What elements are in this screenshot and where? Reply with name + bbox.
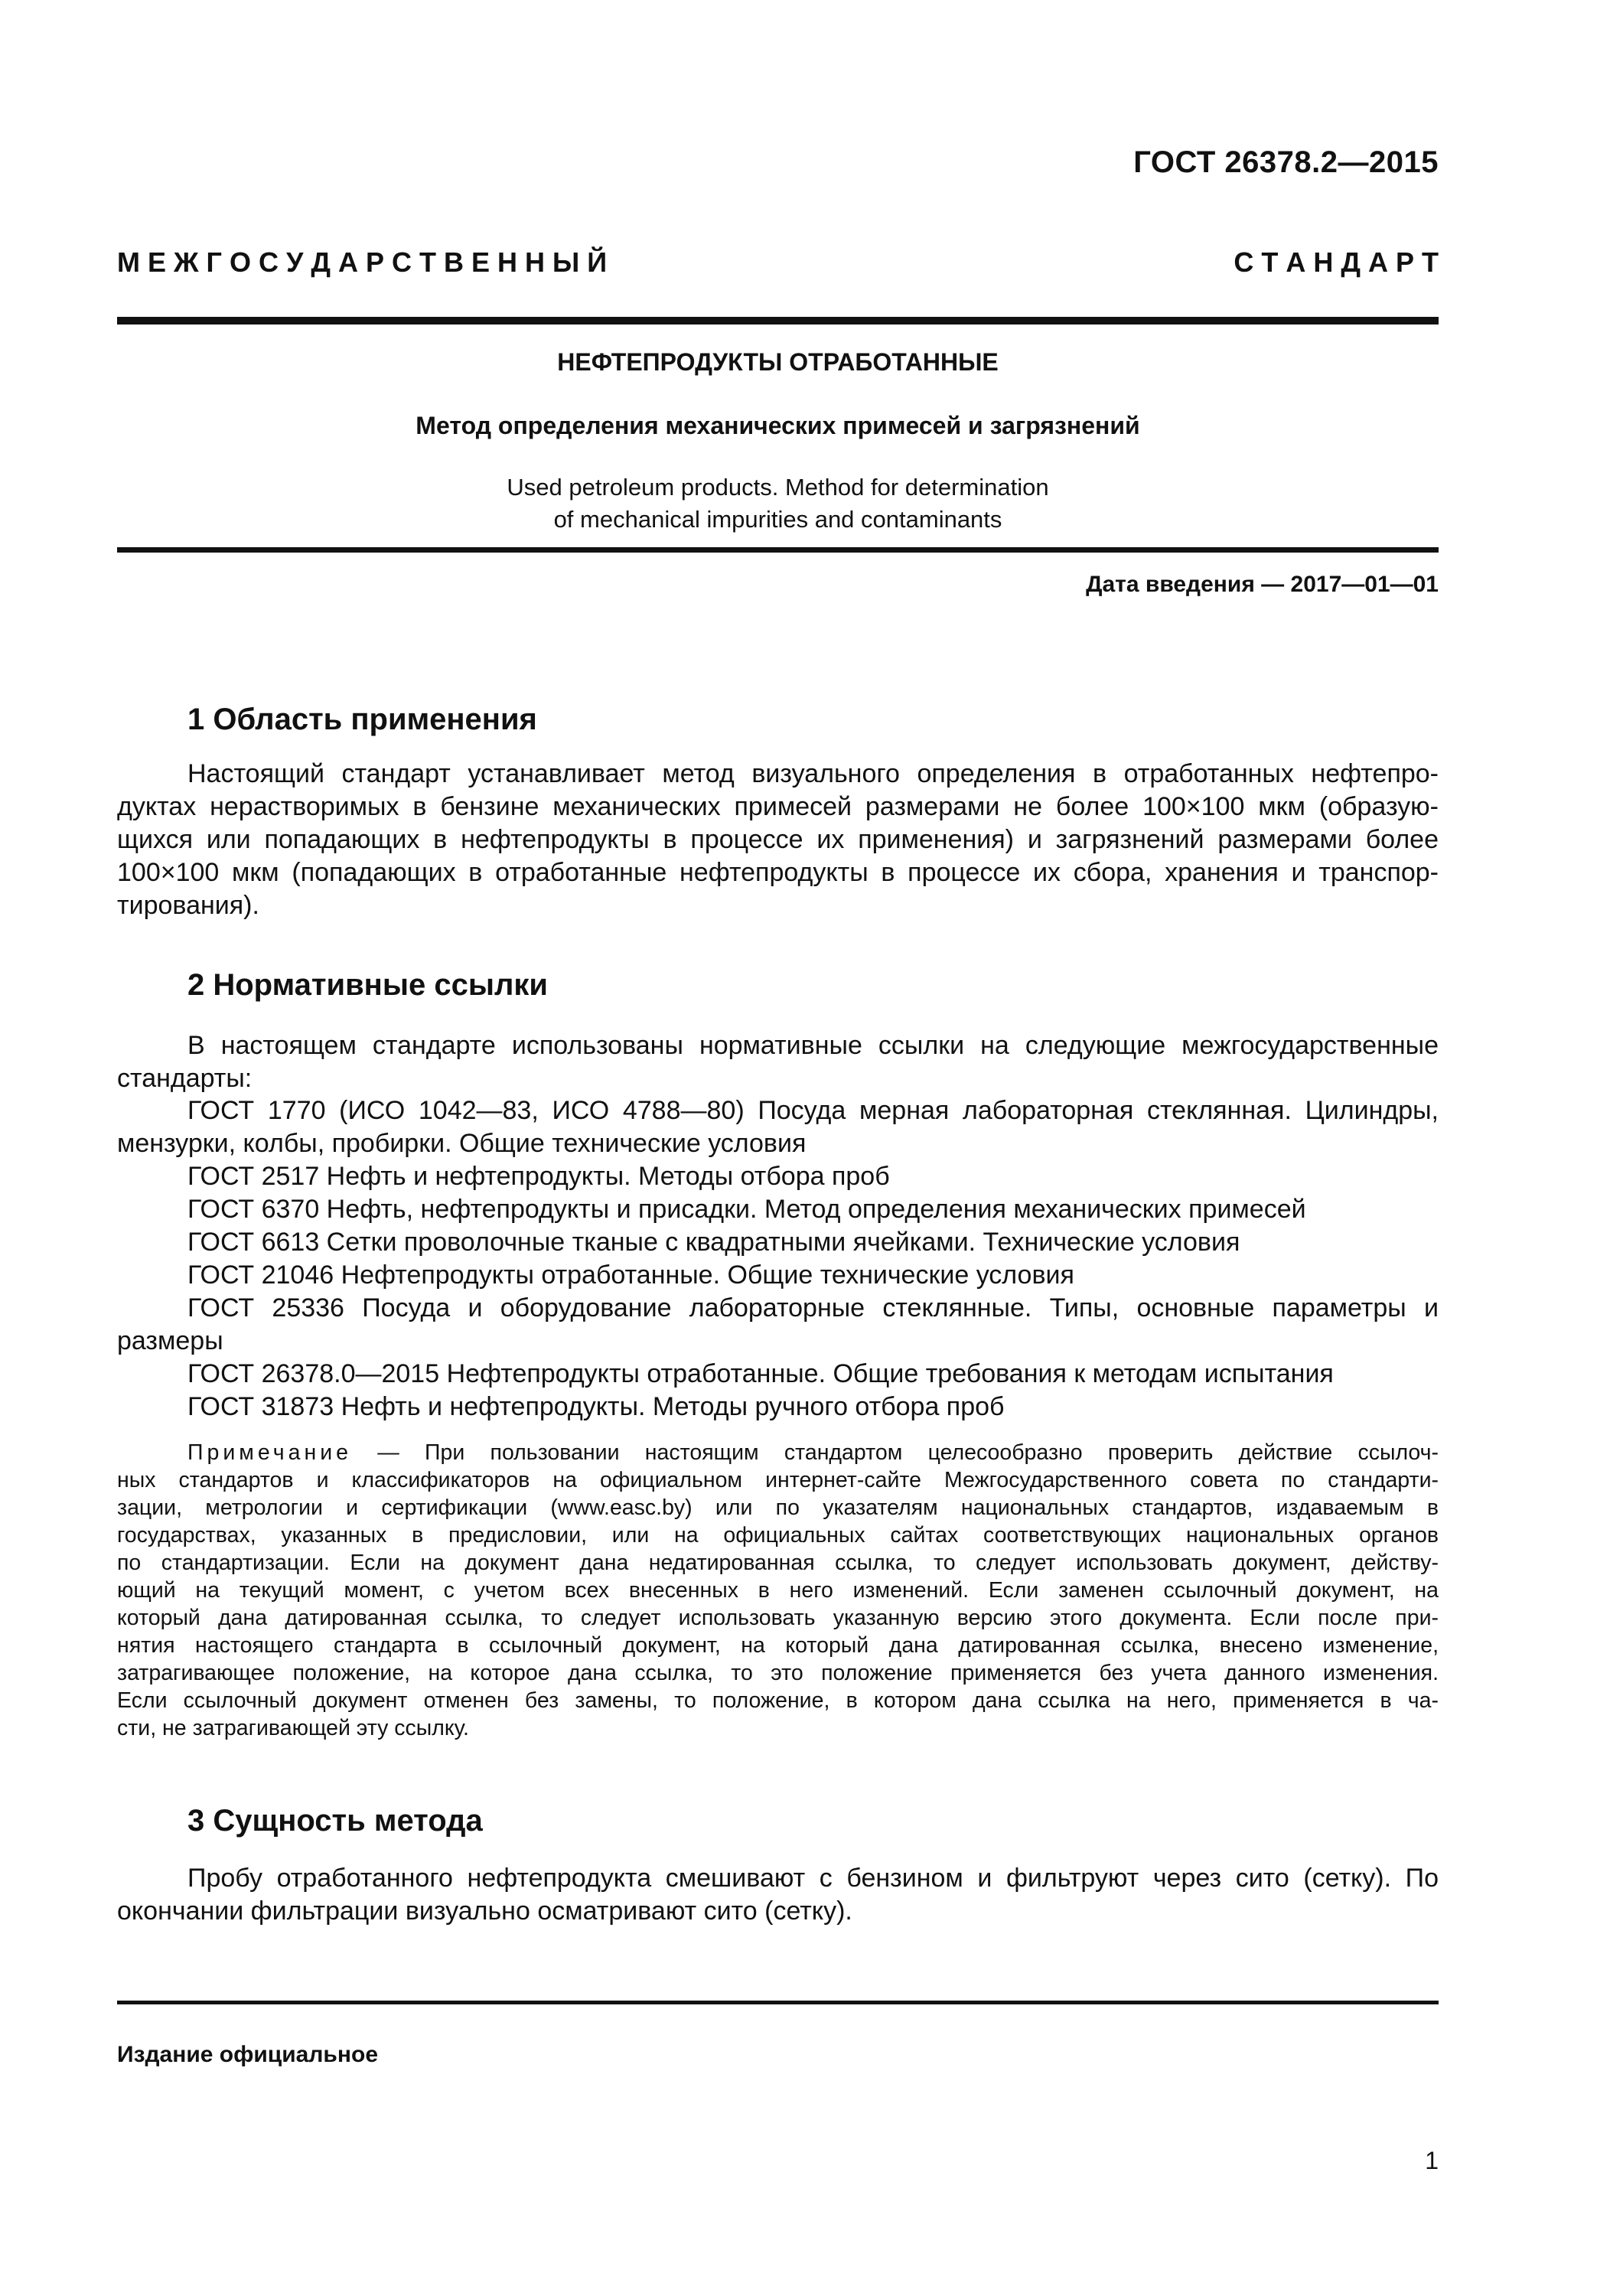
reference-item: ГОСТ 31873 Нефть и нефтепродукты. Методы ручного отбора проб — [187, 1392, 1005, 1421]
text-line: щихся или попадающих в нефтепродукты в процессе их применения) и загрязнений размерами более — [117, 825, 1439, 854]
text-line: окончании фильтрации визуально осматривают сито (сетку). — [117, 1896, 852, 1926]
reference-item-continuation: мензурки, колбы, пробирки. Общие технические условия — [117, 1129, 807, 1158]
section-1-heading: 1 Область применения — [187, 703, 537, 736]
standard-kind-heading — [117, 246, 1439, 279]
references-note — [117, 1439, 1439, 1742]
text-line: дуктах нерастворимых в бензине механических примесей размерами не более 100×100 мкм (образую- — [117, 792, 1439, 821]
document-subtitle: Метод определения механических примесей и загрязнений — [416, 412, 1140, 439]
note-line: сти, не затрагивающей эту ссылку. — [117, 1716, 469, 1740]
note-line: зации, метрологии и сертификации (www.easc.by) или по указателям национальных стандартов, издаваемым в — [117, 1495, 1439, 1520]
text-line: тирования). — [117, 891, 259, 920]
note-line: ных стандартов и классификаторов на официальном интернет-сайте Межгосударственного совета по стандарти- — [117, 1468, 1439, 1492]
introduction-date: Дата введения — 2017—01—01 — [1086, 572, 1439, 597]
english-title-line: Used petroleum products. Method for determination — [507, 474, 1049, 501]
section-3-paragraph — [117, 1862, 1439, 1928]
standard-kind-right: С Т А Н Д А Р Т — [1234, 246, 1439, 278]
note-line: ющий на текущий момент, с учетом всех внесенных в него изменений. Если заменен ссылочный документ, на — [117, 1578, 1439, 1603]
section-1-paragraph — [117, 758, 1439, 922]
section-2-paragraph — [117, 1029, 1439, 1095]
note-line: государствах, указанных в предисловии, или на официальных сайтах соответствующих национальных органов — [117, 1523, 1439, 1548]
note-first-line-text: — При пользовании настоящим стандартом целесообразно проверить действие ссылоч- — [351, 1440, 1439, 1465]
text-line: стандарты: — [117, 1064, 253, 1093]
reference-item: ГОСТ 21046 Нефтепродукты отработанные. Общие технические условия — [187, 1261, 1074, 1290]
gost-code: ГОСТ 26378.2—2015 — [1133, 145, 1439, 179]
section-2-heading: 2 Нормативные ссылки — [187, 968, 549, 1002]
normative-references-list — [117, 1094, 1439, 1424]
text-line: В настоящем стандарте использованы нормативные ссылки на следующие межгосударственные — [187, 1031, 1439, 1060]
text-line: Настоящий стандарт устанавливает метод визуального определения в отработанных нефтепро- — [187, 759, 1439, 788]
reference-item: ГОСТ 2517 Нефть и нефтепродукты. Методы отбора проб — [187, 1162, 890, 1191]
footer-rule — [117, 2001, 1439, 2004]
note-line: который дана датированная ссылка, то следует использовать указанную версию этого документа. Если после при- — [117, 1606, 1439, 1630]
reference-item-continuation: размеры — [117, 1326, 223, 1355]
reference-item: ГОСТ 25336 Посуда и оборудование лабораторные стеклянные. Типы, основные параметры и — [187, 1293, 1439, 1322]
reference-item: ГОСТ 6613 Сетки проволочные тканые с квадратными ячейками. Технические условия — [187, 1228, 1240, 1257]
reference-item: ГОСТ 1770 (ИСО 1042—83, ИСО 4788—80) Посуда мерная лабораторная стеклянная. Цилиндры, — [187, 1096, 1439, 1125]
document-title: НЕФТЕПРОДУКТЫ ОТРАБОТАННЫЕ — [557, 348, 999, 376]
note-label: Примечание — [187, 1440, 352, 1465]
title-bottom-rule — [117, 547, 1439, 553]
note-line: по стандартизации. Если на документ дана недатированная ссылка, то следует использовать документ, действу- — [117, 1551, 1439, 1575]
text-line: 100×100 мкм (попадающих в отработанные нефтепродукты в процессе их сбора, хранения и транспор- — [117, 858, 1439, 887]
note-line: затрагивающее положение, на которое дана ссылка, то это положение применяется без учета данного изменения. — [117, 1661, 1439, 1685]
reference-item: ГОСТ 6370 Нефть, нефтепродукты и присадки. Метод определения механических примесей — [187, 1195, 1306, 1224]
english-title-line: of mechanical impurities and contaminants — [553, 506, 1002, 533]
note-first-line — [117, 1439, 1439, 1466]
top-thick-rule — [117, 317, 1439, 325]
section-3-heading: 3 Сущность метода — [187, 1804, 483, 1838]
reference-item: ГОСТ 26378.0—2015 Нефтепродукты отработанные. Общие требования к методам испытания — [187, 1359, 1334, 1388]
page-number: 1 — [1425, 2147, 1439, 2174]
text-line: Пробу отработанного нефтепродукта смешивают с бензином и фильтруют через сито (сетку). По — [187, 1864, 1439, 1893]
english-title — [117, 471, 1439, 536]
standard-kind-left: М Е Ж Г О С У Д А Р С Т В Е Н Н Ы Й — [117, 246, 608, 278]
note-line: Если ссылочный документ отменен без замены, то положение, в котором дана ссылка на него, применяется в ча- — [117, 1688, 1439, 1713]
note-line: нятия настоящего стандарта в ссылочный документ, на который дана датированная ссылка, внесено изменение, — [117, 1633, 1439, 1658]
official-edition-label: Издание официальное — [117, 2042, 379, 2067]
